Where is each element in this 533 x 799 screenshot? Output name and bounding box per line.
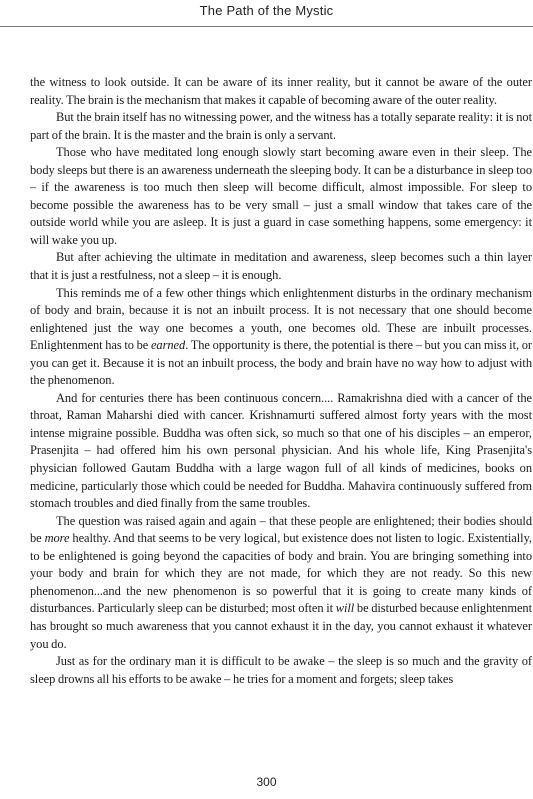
body-paragraph — [30, 74, 532, 109]
text-run: But after achieving the ultimate in meditation and awareness, sleep becomes such a thin layer that it is just a restfulness, not a sleep – it is enough. — [30, 250, 532, 283]
text-run: . The opportunity is there, the potential is there – but you can miss it, or you can get it. Because it is not an inbuilt process, the body and brain have no way how to adjust with the phenomenon. — [30, 338, 532, 388]
body-paragraph — [30, 390, 532, 513]
header-rule — [0, 26, 533, 27]
text-run: be disturbed because enlightenment has brought so much awareness that you cannot exhaust it in the day, you cannot exhaust it whatever you do. — [30, 601, 532, 651]
text-run: Those who have meditated long enough slowly start becoming aware even in their sleep. The body sleeps but there is an awareness underneath the sleeping body. It can be a disturbance in sleep too – if the awareness is too much then sleep will become difficult, almost impossible. For sleep to become possible the awareness has to be very small – just a small window that takes care of the outside world while you are asleep. It is just a guard in case something happens, some emergency: it will wake you up. — [30, 145, 532, 247]
emphasis-text: earned — [150, 338, 186, 353]
text-run: This reminds me of a few other things which enlightenment disturbs in the ordinary mechanism of body and brain, because it is not an inbuilt process. It is not necessary that one should become enlightened just the way one becomes a youth, one becomes old. These are inbuilt processes. Enlightenment has to be — [30, 285, 532, 353]
running-head-title: The Path of the Mystic — [199, 3, 334, 18]
body-text — [30, 74, 532, 688]
page-number: 300 — [256, 775, 277, 789]
body-paragraph — [30, 109, 532, 144]
body-paragraph — [30, 285, 532, 390]
body-paragraph — [30, 144, 532, 249]
emphasis-text: will — [335, 601, 355, 616]
text-run: The question was raised again and again – that these people are enlightened; their bodies should be — [30, 513, 532, 546]
text-run: healthy. And that seems to be very logical, but existence does not listen to logic. Existentially, to be enlightened is going beyond the capacities of body and brain. You are bringing something into your body and brain for which they are not made, for which they are not ready. So this new phenomenon...and the new phenomenon is so powerful that it is going to create many kinds of disturbances. Particularly sleep can be disturbed; most often it — [30, 531, 532, 616]
text-run: And for centuries there has been continuous concern.... Ramakrishna died with a cancer of the throat, Raman Maharshi died with cancer. Krishnamurti suffered almost forty years with the most intense migraine possible. Buddha was often sick, so much so that one of his disciples – an emperor, Prasenjita – had offered him his own personal physician. And his whole life, King Prasenjita's physician followed Gautam Buddha with a large wagon full of all kinds of medicines, books on medicine, particularly those which could be needed for Buddha. Mahavira continuously suffered from stomach troubles and died finally from the same troubles. — [30, 390, 532, 511]
body-paragraph — [30, 513, 532, 653]
text-run: Just as for the ordinary man it is difficult to be awake – the sleep is so much and the gravity of sleep drowns all his efforts to be awake – he tries for a moment and forgets; sleep takes — [30, 654, 532, 686]
body-paragraph — [30, 653, 532, 688]
text-run: But the brain itself has no witnessing power, and the witness has a totally separate reality: it is not part of the brain. It is the master and the brain is only a servant. — [30, 110, 532, 142]
emphasis-text: more — [44, 531, 70, 546]
text-run: the witness to look outside. It can be aware of its inner reality, but it cannot be aware of the outer reality. The brain is the mechanism that makes it capable of becoming aware of the outer reality. — [30, 75, 532, 107]
body-paragraph — [30, 249, 532, 284]
